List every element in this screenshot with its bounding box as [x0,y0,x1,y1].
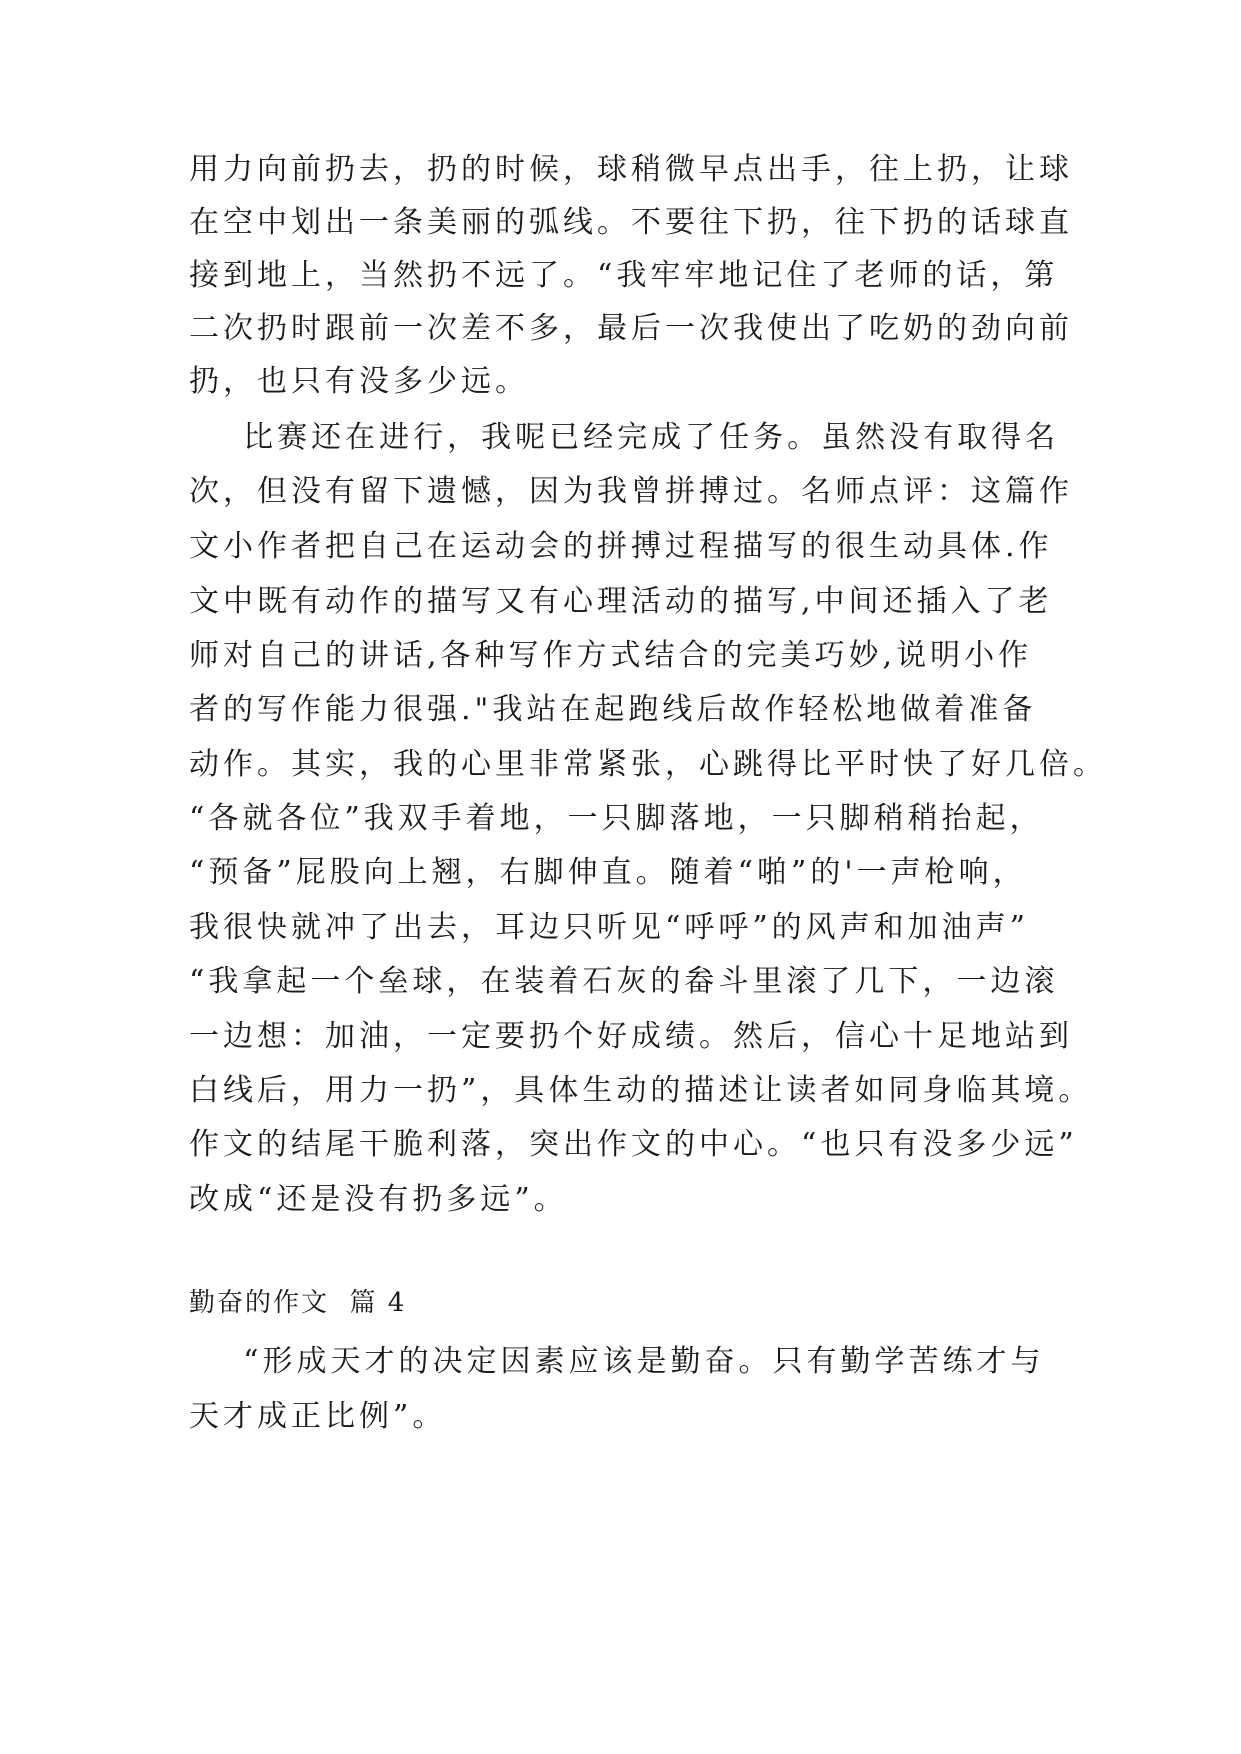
paragraph-line: 用力向前扔去，扔的时候，球稍微早点出手，往上扔，让球 [189,152,1073,187]
paragraph-line: “各就各位”我双手着地，一只脚落地，一只脚稍稍抬起， [189,801,1044,836]
paragraph-line: 作文的结尾干脆利落，突出作文的中心。“也只有没多少远” [189,1127,1078,1162]
paragraph-line: 在空中划出一条美丽的弧线。不要往下扔，往下扔的话球直 [189,205,1073,240]
paragraph-line: 接到地上，当然扔不远了。“我牢牢地记住了老师的话，第 [189,258,1059,293]
section-heading: 勤奋的作文 篇 4 [189,1288,407,1318]
paragraph-line: “预备”屁股向上翘，右脚伸直。随着“啪”的'一声枪响， [189,855,1027,890]
paragraph-line: 比赛还在进行，我呢已经完成了任务。虽然没有取得名 [189,420,1060,455]
paragraph-line: “形成天才的决定因素应该是勤奋。只有勤学苦练才与 [189,1344,1045,1379]
paragraph-line: 改成“还是没有扔多远”。 [189,1182,568,1217]
paragraph-line: 一边想：加油，一定要扔个好成绩。然后，信心十足地站到 [189,1019,1073,1054]
paragraph-line: 师对自己的讲话,各种写作方式结合的完美巧妙,说明小作 [189,638,1033,673]
paragraph-line: 动作。其实，我的心里非常紧张，心跳得比平时快了好几倍。 [189,747,1107,782]
paragraph-line: 次，但没有留下遗憾，因为我曾拼搏过。名师点评：这篇作 [189,474,1073,509]
paragraph-line: 者的写作能力很强."我站在起跑线后故作轻松地做着准备 [189,692,1037,727]
paragraph-line: 扔，也只有没多少远。 [189,364,529,399]
paragraph-line: 白线后，用力一扔”，具体生动的描述让读者如同身临其境。 [189,1073,1093,1108]
paragraph-line: 文中既有动作的描写又有心理活动的描写,中间还插入了老 [189,584,1053,619]
paragraph-line: 我很快就冲了出去，耳边只听见“呼呼”的风声和加油声” [189,910,1030,945]
paragraph-line: 文小作者把自己在运动会的拼搏过程描写的很生动具体.作 [189,529,1053,564]
paragraph-line: 天才成正比例”。 [189,1399,447,1434]
paragraph-line: “我拿起一个垒球，在装着石灰的畚斗里滚了几下，一边滚 [189,964,1059,999]
paragraph-line: 二次扔时跟前一次差不多，最后一次我使出了吃奶的劲向前 [189,311,1073,346]
